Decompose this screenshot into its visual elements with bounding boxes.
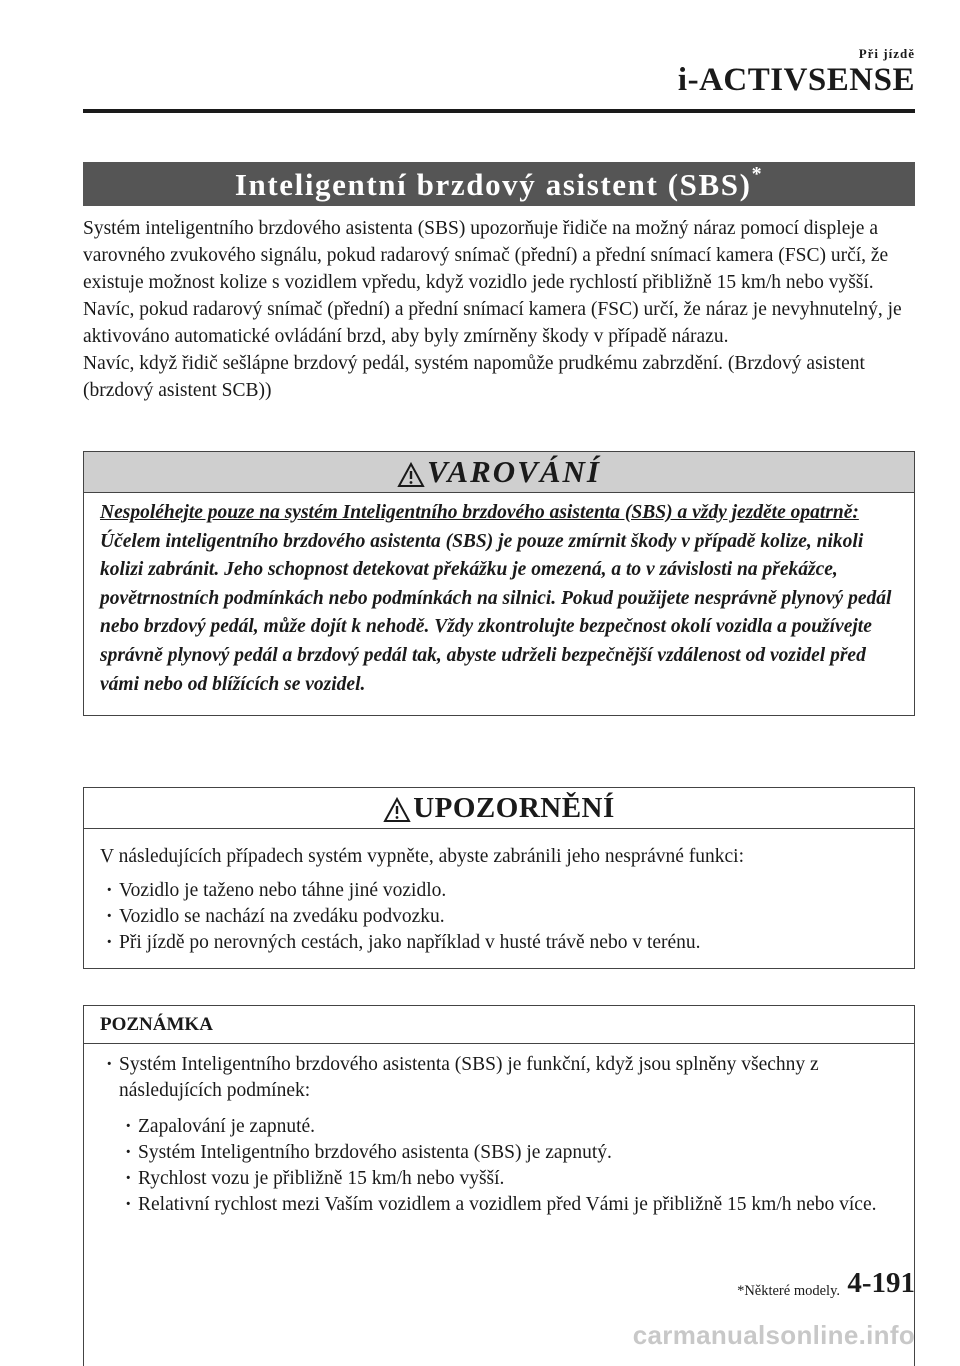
list-item: · Systém Inteligentního brzdového asistenta (SBS) je funkční, když jsou splněny všechny z následujících podmínek: <box>100 1052 898 1104</box>
list-item: · Systém Inteligentního brzdového asistenta (SBS) je zapnutý. <box>119 1140 898 1166</box>
list-item: · Vozidlo se nachází na zvedáku podvozku. <box>100 904 898 930</box>
warning-label: VAROVÁNÍ <box>427 454 601 489</box>
note-body <box>84 1044 914 1218</box>
caution-body <box>84 829 914 968</box>
chapter-header: i-ACTIVSENSE <box>677 62 915 98</box>
caution-box <box>83 787 915 969</box>
note-box <box>83 1005 915 1366</box>
list-item: · Vozidlo je taženo nebo táhne jiné vozidlo. <box>100 878 898 904</box>
caution-label: UPOZORNĚNÍ <box>413 792 615 824</box>
list-item: · Při jízdě po nerovných cestách, jako například v husté trávě nebo v terénu. <box>100 930 898 956</box>
warning-box <box>83 451 915 716</box>
list-item: · Zapalování je zapnuté. <box>119 1114 898 1140</box>
intro-text <box>83 215 915 404</box>
intro-paragraph: Navíc, když řidič sešlápne brzdový pedál, systém napomůže prudkému zabrzdění. (Brzdový asistent (brzdový asistent SCB)) <box>83 353 865 401</box>
warning-body <box>84 493 914 715</box>
warning-header <box>84 452 914 493</box>
note-conditions <box>100 1114 898 1218</box>
page-title <box>83 162 915 206</box>
warning-triangle-icon <box>397 462 425 488</box>
warning-text: Účelem inteligentního brzdového asistenta (SBS) je pouze zmírnit škody v případě kolize, nikoli kolizi zabránit. Jeho schopnost detekovat překážku je omezená, a to v závislosti na překážce, povětrnostních podmínkách nebo podmínkách na silnici. Pokud použijete nesprávně plynový pedál nebo brzdový pedál, může dojít k nehodě. Vždy zkontrolujte bezpečnost okolí vozidla a používejte správně plynový pedál a brzdový pedál tak, abyste udrželi bezpečnější vzdálenost od vozidel před vámi nebo od blížících se vozidel. <box>100 530 892 695</box>
note-label: POZNÁMKA <box>84 1006 914 1044</box>
caution-intro: V následujících případech systém vypněte, abyste zabránili jeho nesprávné funkci: <box>100 846 745 867</box>
title-asterisk: * <box>751 162 764 185</box>
watermark: carmanualsonline.info <box>632 1320 915 1350</box>
section-header: Při jízdě <box>858 46 915 61</box>
warning-lead: Nespoléhejte pouze na systém Inteligentního brzdového asistenta (SBS) a vždy jezděte opatrně: <box>100 502 859 523</box>
caution-header <box>84 788 914 829</box>
note-list <box>100 1052 898 1104</box>
page-number: 4-191 <box>847 1267 915 1299</box>
list-item: · Rychlost vozu je přibližně 15 km/h nebo vyšší. <box>119 1166 898 1192</box>
footnote: *Některé modely. <box>737 1283 840 1299</box>
header-rule <box>83 109 915 113</box>
warning-triangle-icon <box>383 797 411 823</box>
caution-list <box>100 878 898 956</box>
list-item: · Relativní rychlost mezi Vaším vozidlem a vozidlem před Vámi je přibližně 15 km/h nebo více. <box>119 1192 898 1218</box>
title-text: Inteligentní brzdový asistent (SBS) <box>234 167 752 202</box>
intro-paragraph: Systém inteligentního brzdového asistenta (SBS) upozorňuje řidiče na možný náraz pomocí displeje a varovného zvukového signálu, pokud radarový snímač (přední) a přední snímací kamera (FSC) určí, že existuje možnost kolize s vozidlem vpředu, když vozidlo jede rychlostí přibližně 15 km/h nebo vyšší. Navíc, pokud radarový snímač (přední) a přední snímací kamera (FSC) určí, že náraz je nevyhnutelný, je aktivováno automatické ovládání brzd, aby byly zmírněny škody v případě nárazu. <box>83 218 902 347</box>
